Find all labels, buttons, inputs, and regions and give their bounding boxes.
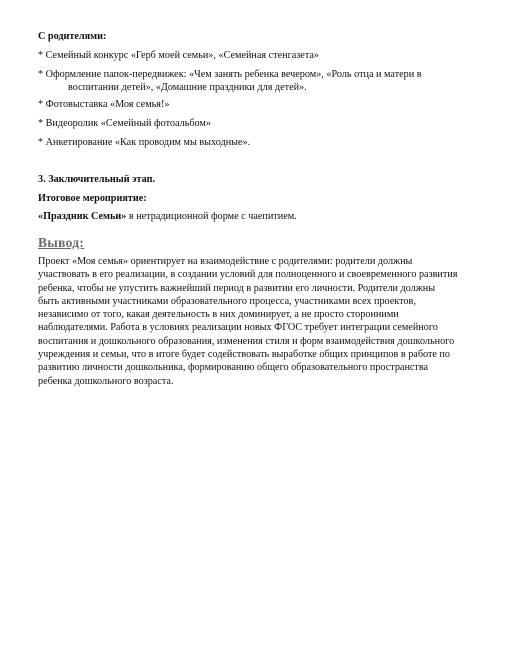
stage-title: 3. Заключительный этап. xyxy=(38,174,156,185)
paragraph-line: ребенка дошкольного возраста. xyxy=(38,375,174,387)
event-description: в нетрадиционной форме с чаепитием. xyxy=(126,211,297,222)
paragraph-line: быть активными участниками образовательного процесса, участниками всех проектов, xyxy=(38,295,416,307)
list-item-line: воспитании детей», «Домашние праздники для детей». xyxy=(68,82,307,93)
event-label: Итоговое мероприятие: xyxy=(38,193,147,204)
paragraph-line: воспитания и дошкольного образования, изменения стиля и форм взаимодействия дошкольного xyxy=(38,335,455,347)
paragraph-line: наблюдателями. Работа в условиях реализации новых ФГОС требует интеграции семейного xyxy=(38,322,438,334)
list-item: * Фотовыставка «Моя семья!» xyxy=(38,99,170,110)
parents-title: С родителями: xyxy=(38,31,107,42)
list-item xyxy=(38,68,508,94)
list-item: * Семейный конкурс «Герб моей семьи», «Семейная стенгазета» xyxy=(38,50,320,61)
paragraph-line: независимо от того, какая деятельность в них доминирует, а не просто сторонними xyxy=(38,309,399,321)
paragraph-line: Проект «Моя семья» ориентирует на взаимодействие с родителями: родители должны xyxy=(38,256,413,267)
paragraph-line: развитию личности дошкольника, формированию общего образовательного пространства xyxy=(38,362,429,374)
paragraph-line: ребенка, чтобы не упустить важнейший период в развитии его личности. Родители должны xyxy=(38,282,436,294)
event-line xyxy=(38,210,508,223)
list-item: * Видеоролик «Семейный фотоальбом» xyxy=(38,118,211,129)
list-item: * Анкетирование «Как проводим мы выходные». xyxy=(38,137,251,148)
paragraph-line: учреждения и семьи, что в итоге будет содействовать выработке общих принципов в работе по xyxy=(38,349,451,361)
event-name: «Праздник Семьи» xyxy=(38,211,127,222)
conclusion-paragraph xyxy=(38,255,504,388)
paragraph-line: участвовать в его реализации, в создании условий для полноценного и своевременного развития xyxy=(38,269,458,281)
list-item-line: * Оформление папок-передвижек: «Чем занять ребенка вечером», «Роль отца и матери в xyxy=(38,69,422,80)
conclusion-heading: Вывод: xyxy=(38,235,85,250)
